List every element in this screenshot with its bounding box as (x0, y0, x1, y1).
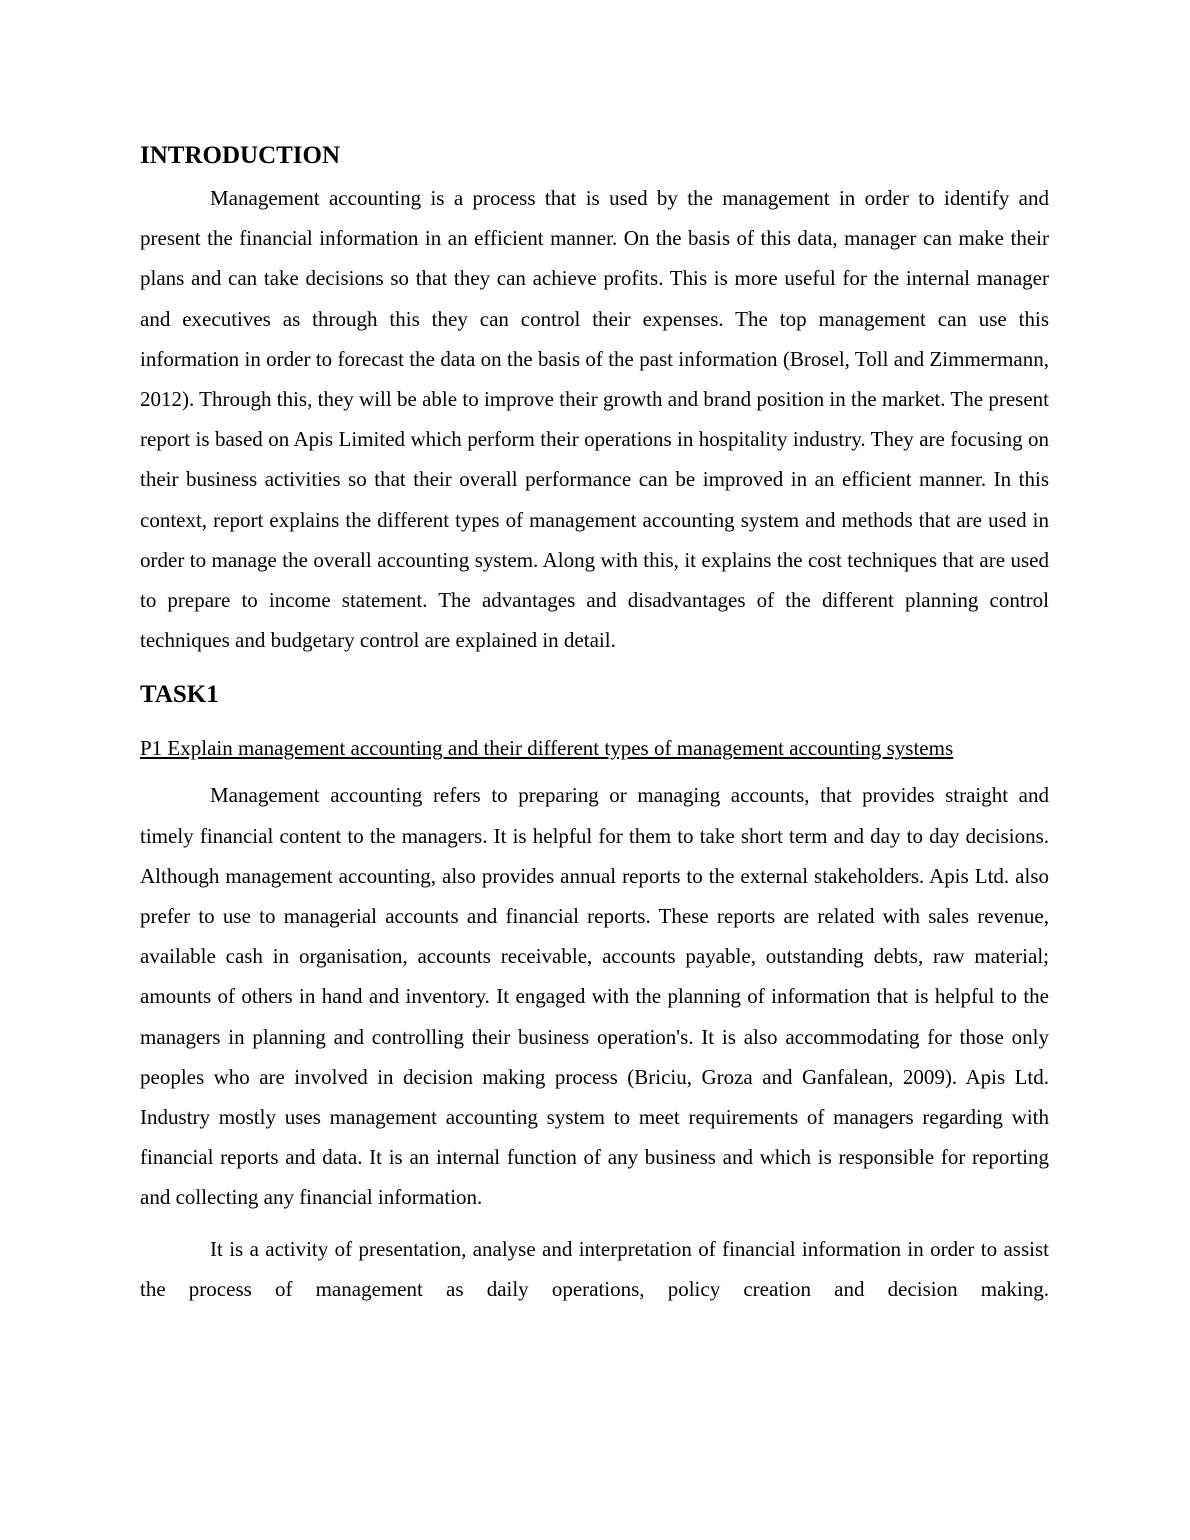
introduction-paragraph: Management accounting is a process that is used by the management in order to identify and present the financial information in an efficient manner. On the basis of this data, manager can make their plans and can take decisions so that they can achieve profits. This is more useful for the internal manager and executives as through this they can control their expenses. The top management can use this information in order to forecast the data on the basis of the past information (Brosel, Toll and Zimmermann, 2012). Through this, they will be able to improve their growth and brand position in the market. The present report is based on Apis Limited which perform their operations in hospitality industry. They are focusing on their business activities so that their overall performance can be improved in an efficient manner. In this context, report explains the different types of management accounting system and methods that are used in order to manage the overall accounting system. Along with this, it explains the cost techniques that are used to prepare to income statement. The advantages and disadvantages of the different planning control techniques and budgetary control are explained in detail. (140, 186, 1049, 653)
task1-heading: TASK1 (140, 681, 219, 709)
p1-paragraph-2: It is a activity of presentation, analyse and interpretation of financial information in order to assist the process of management as daily operations, policy creation and decision making. (140, 1236, 1049, 1301)
p1-paragraph-1: Management accounting refers to preparing or managing accounts, that provides straight and timely financial content to the managers. It is helpful for them to take short term and day to day decisions. Although management accounting, also provides annual reports to the external stakeholders. Apis Ltd. also prefer to use to managerial accounts and financial reports. These reports are related with sales revenue, available cash in organisation, accounts receivable, accounts payable, outstanding debts, raw material; amounts of others in hand and inventory. It engaged with the planning of information that is helpful to the managers in planning and controlling their business operation's. It is also accommodating for those only peoples who are involved in decision making process (Briciu, Groza and Ganfalean, 2009). Apis Ltd. Industry mostly uses management accounting system to meet requirements of managers regarding with financial reports and data. It is an internal function of any business and which is responsible for reporting and collecting any financial information. (140, 783, 1049, 1210)
introduction-heading: INTRODUCTION (140, 142, 341, 169)
document-page (140, 138, 1049, 1309)
p1-subheading: P1 Explain management accounting and their different types of management accounting systems (140, 736, 954, 761)
